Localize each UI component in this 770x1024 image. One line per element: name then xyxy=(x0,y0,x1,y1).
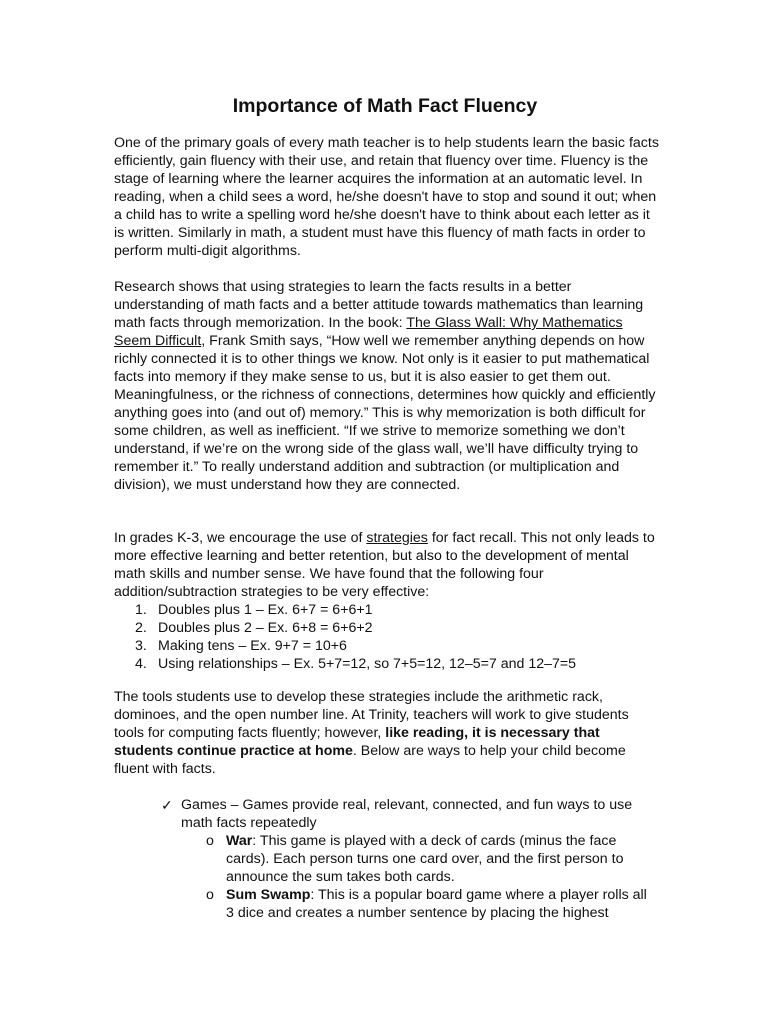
list-item xyxy=(114,619,659,637)
games-section xyxy=(161,796,661,922)
document-title: Importance of Math Fact Fluency xyxy=(232,95,538,117)
game-name: War xyxy=(226,833,253,849)
list-number: 1. xyxy=(135,602,147,618)
bullet-icon: o xyxy=(206,833,214,849)
list-item-text: Doubles plus 1 – Ex. 6+7 = 6+6+1 xyxy=(158,602,373,618)
paragraph-research-text-1: Research shows that using strategies to learn the facts results in a better understanding of math facts and a better attitude towards mathematics than learning math facts through memorization. In the book: xyxy=(114,279,644,331)
paragraph-research-text-2: , Frank Smith says, “How well we remember anything depends on how richly connected it is to other things we know. Not only is it easier to put mathematical facts into memory if they make sense to us, but it is also easier to get them out. Meaningfulness, or the richness of connections, determines how quickly and efficiently anything goes into (and out of) memory.” This is why memorization is both difficult for some children, as well as inefficient. “If we strive to memorize something we don’t understand, if we’re on the wrong side of the glass wall, we’ll have difficulty trying to remember it.” To really understand addition and subtraction (or multiplication and division), we must understand how they are connected. xyxy=(114,333,656,493)
paragraph-fluency-intro: One of the primary goals of every math teacher is to help students learn the basic facts efficiently, gain fluency with their use, and retain that fluency over time. Fluency is the stage of learning where the learner acquires the information at an automatic level. In reading, when a child sees a word, he/she doesn't have to stop and sound it out; when a child has to write a spelling word he/she doesn't have to think about each letter as it is written. Similarly in math, a student must have this fluency of math facts in order to perform multi-digit algorithms. xyxy=(114,135,659,259)
list-item-text: Doubles plus 2 – Ex. 6+8 = 6+6+2 xyxy=(158,620,373,636)
paragraph-strategies xyxy=(114,529,659,601)
games-text: Games – Games provide real, relevant, connected, and fun ways to use math facts repeatedly xyxy=(181,797,633,831)
paragraph-tools-text-1: The tools students use to develop these strategies include the arithmetic rack, dominoes, and the open number line. At Trinity, teachers will work to give students tools for computing facts fluently; however, xyxy=(114,689,629,741)
paragraph-tools-text-2: . Below are ways to help your child become fluent with facts. xyxy=(114,743,626,777)
checkmark-icon: ✓ xyxy=(161,797,173,813)
list-item xyxy=(114,655,659,673)
list-number: 3. xyxy=(135,638,147,654)
book-title: The Glass Wall: Why Mathematics Seem Difficult xyxy=(114,315,623,349)
list-item xyxy=(114,601,659,619)
game-description: : This is a popular board game where a player rolls all 3 dice and creates a number sentence by placing the highest xyxy=(226,887,647,921)
paragraph-research xyxy=(114,278,659,494)
paragraph-strategies-text-1: In grades K-3, we encourage the use of xyxy=(114,530,367,546)
paragraph-tools xyxy=(114,688,659,778)
paragraph-tools-bold: like reading, it is necessary that students continue practice at home xyxy=(114,725,600,759)
strategies-word: strategies xyxy=(366,530,428,546)
game-name: Sum Swamp xyxy=(226,887,311,903)
list-item-text: Using relationships – Ex. 5+7=12, so 7+5=12, 12–5=7 and 12–7=5 xyxy=(158,656,577,672)
game-item-war xyxy=(206,832,656,886)
game-description: : This game is played with a deck of cards (minus the face cards). Each person turns one card over, and the first person to announce the sum takes both cards. xyxy=(226,833,624,885)
strategies-list xyxy=(114,601,659,673)
bullet-icon: o xyxy=(206,887,214,903)
list-number: 4. xyxy=(135,656,147,672)
game-item-sum-swamp xyxy=(206,886,656,922)
paragraph-strategies-text-2: for fact recall. This not only leads to more effective learning and better retention, but also to the development of mental math skills and number sense. We have found that the following four addition/subtraction strategies to be very effective: xyxy=(114,530,655,600)
list-item-text: Making tens – Ex. 9+7 = 10+6 xyxy=(158,638,347,654)
list-number: 2. xyxy=(135,620,147,636)
list-item xyxy=(114,637,659,655)
